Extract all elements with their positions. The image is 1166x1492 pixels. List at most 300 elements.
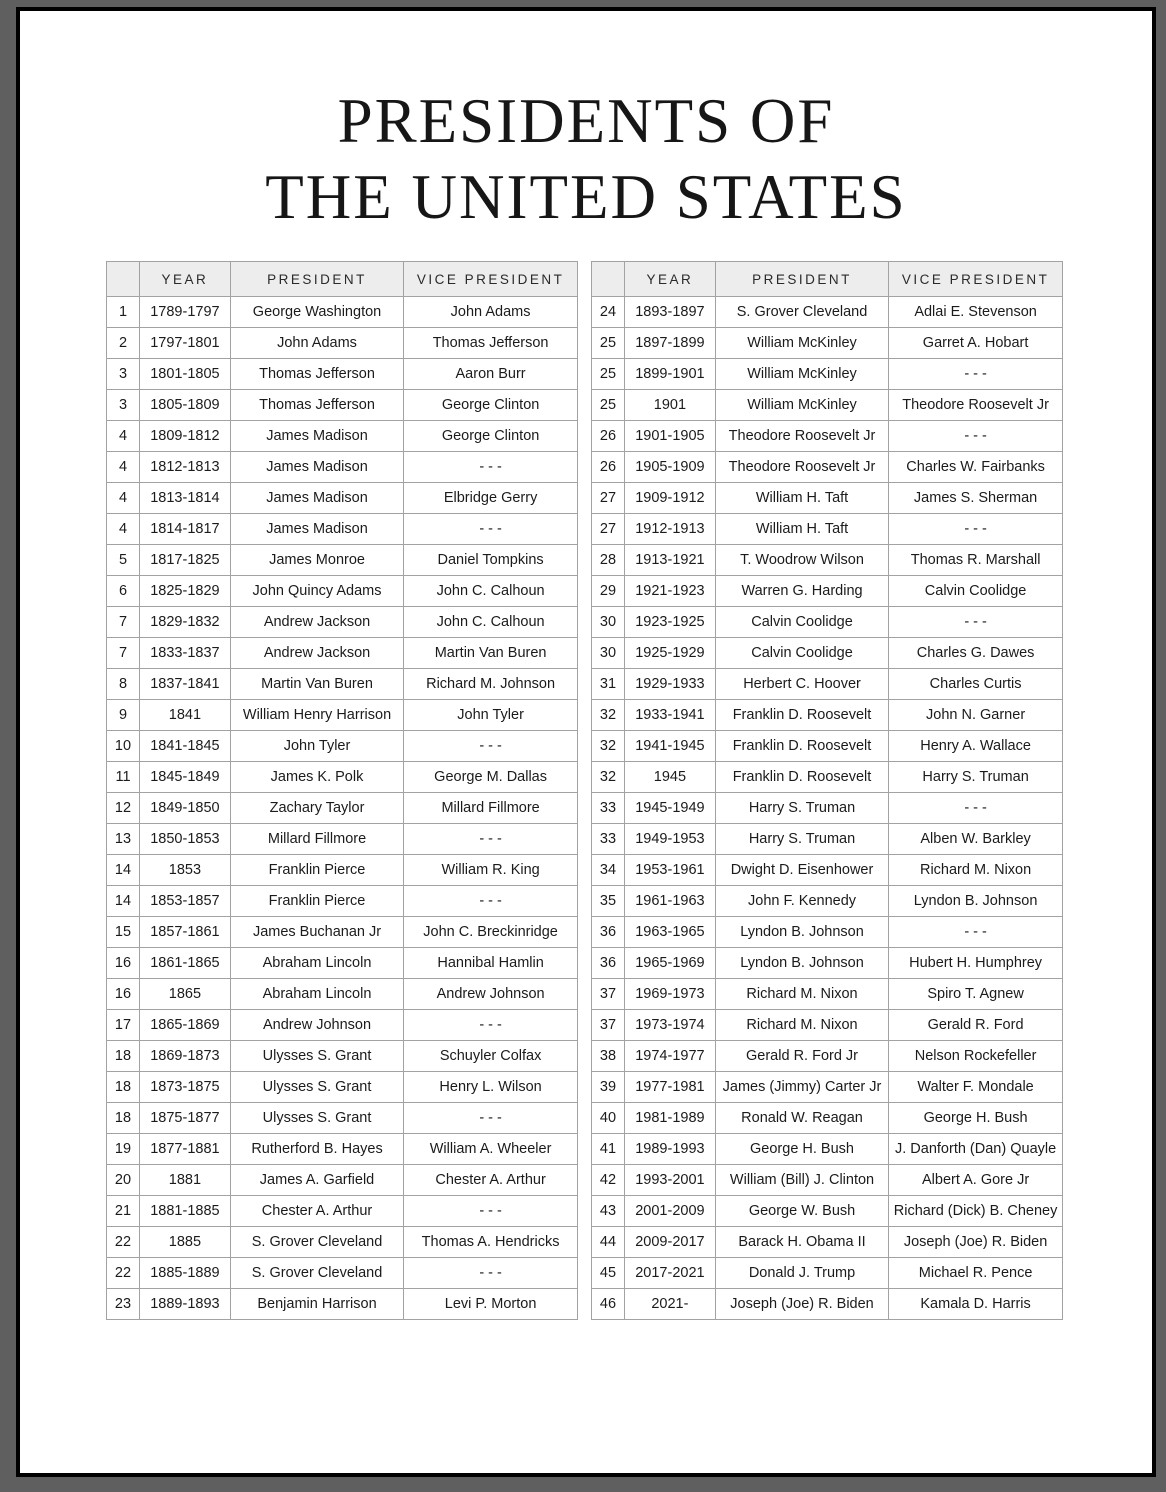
vice-president-cell: Hubert H. Humphrey xyxy=(889,948,1063,979)
president-cell: Franklin Pierce xyxy=(230,855,403,886)
year-cell: 1973-1974 xyxy=(624,1010,715,1041)
table-row xyxy=(107,979,578,1010)
row-number-cell: 40 xyxy=(592,1103,625,1134)
year-cell: 1805-1809 xyxy=(139,390,230,421)
vice-president-cell: Elbridge Gerry xyxy=(404,483,578,514)
table-row xyxy=(592,824,1063,855)
row-number-cell: 10 xyxy=(107,731,140,762)
vice-president-cell: Kamala D. Harris xyxy=(889,1289,1063,1320)
vice-president-cell: George H. Bush xyxy=(889,1103,1063,1134)
president-cell: James A. Garfield xyxy=(230,1165,403,1196)
row-number-cell: 8 xyxy=(107,669,140,700)
table-row xyxy=(107,793,578,824)
president-cell: Theodore Roosevelt Jr xyxy=(715,452,888,483)
president-cell: Abraham Lincoln xyxy=(230,948,403,979)
vice-president-cell: Charles G. Dawes xyxy=(889,638,1063,669)
vice-president-cell: John C. Calhoun xyxy=(404,576,578,607)
president-cell: Abraham Lincoln xyxy=(230,979,403,1010)
row-number-cell: 16 xyxy=(107,948,140,979)
president-cell: Richard M. Nixon xyxy=(715,1010,888,1041)
vice-president-cell: Spiro T. Agnew xyxy=(889,979,1063,1010)
table-row xyxy=(592,762,1063,793)
president-cell: William Henry Harrison xyxy=(230,700,403,731)
table-row xyxy=(592,1072,1063,1103)
vice-president-cell: Nelson Rockefeller xyxy=(889,1041,1063,1072)
table-row xyxy=(107,824,578,855)
row-number-cell: 26 xyxy=(592,452,625,483)
row-number-cell: 11 xyxy=(107,762,140,793)
vice-president-cell: - - - xyxy=(404,1010,578,1041)
table-row xyxy=(107,1289,578,1320)
table-row xyxy=(107,1041,578,1072)
year-cell: 1899-1901 xyxy=(624,359,715,390)
president-cell: Ronald W. Reagan xyxy=(715,1103,888,1134)
year-cell: 1989-1993 xyxy=(624,1134,715,1165)
vice-president-cell: Thomas Jefferson xyxy=(404,328,578,359)
year-cell: 1909-1912 xyxy=(624,483,715,514)
vice-president-cell: Joseph (Joe) R. Biden xyxy=(889,1227,1063,1258)
table-row xyxy=(592,328,1063,359)
row-number-cell: 39 xyxy=(592,1072,625,1103)
president-cell: William McKinley xyxy=(715,390,888,421)
year-cell: 1789-1797 xyxy=(139,297,230,328)
president-cell: George W. Bush xyxy=(715,1196,888,1227)
table-row xyxy=(592,421,1063,452)
vice-president-cell: Levi P. Morton xyxy=(404,1289,578,1320)
vice-president-cell: John Adams xyxy=(404,297,578,328)
table-row xyxy=(592,297,1063,328)
row-number-cell: 37 xyxy=(592,979,625,1010)
year-cell: 1833-1837 xyxy=(139,638,230,669)
vice-president-cell: Henry A. Wallace xyxy=(889,731,1063,762)
vice-president-cell: Calvin Coolidge xyxy=(889,576,1063,607)
column-header xyxy=(107,262,140,297)
president-cell: James Monroe xyxy=(230,545,403,576)
year-cell: 1841-1845 xyxy=(139,731,230,762)
presidents-table-right xyxy=(591,261,1063,1320)
year-cell: 2017-2021 xyxy=(624,1258,715,1289)
row-number-cell: 30 xyxy=(592,638,625,669)
table-row xyxy=(107,1072,578,1103)
column-header: VICE PRESIDENT xyxy=(889,262,1063,297)
row-number-cell: 3 xyxy=(107,390,140,421)
table-row xyxy=(592,638,1063,669)
vice-president-cell: Walter F. Mondale xyxy=(889,1072,1063,1103)
vice-president-cell: J. Danforth (Dan) Quayle xyxy=(889,1134,1063,1165)
year-cell: 1969-1973 xyxy=(624,979,715,1010)
table-row xyxy=(107,886,578,917)
table-row xyxy=(107,1196,578,1227)
table-row xyxy=(107,1134,578,1165)
row-number-cell: 14 xyxy=(107,855,140,886)
row-number-cell: 9 xyxy=(107,700,140,731)
vice-president-cell: - - - xyxy=(889,917,1063,948)
year-cell: 1913-1921 xyxy=(624,545,715,576)
table-row xyxy=(592,359,1063,390)
row-number-cell: 25 xyxy=(592,390,625,421)
column-header: YEAR xyxy=(624,262,715,297)
vice-president-cell: Daniel Tompkins xyxy=(404,545,578,576)
year-cell: 1901 xyxy=(624,390,715,421)
row-number-cell: 4 xyxy=(107,483,140,514)
year-cell: 1845-1849 xyxy=(139,762,230,793)
vice-president-cell: John N. Garner xyxy=(889,700,1063,731)
year-cell: 1923-1925 xyxy=(624,607,715,638)
row-number-cell: 27 xyxy=(592,483,625,514)
president-cell: William H. Taft xyxy=(715,514,888,545)
president-cell: Herbert C. Hoover xyxy=(715,669,888,700)
vice-president-cell: - - - xyxy=(889,359,1063,390)
vice-president-cell: Thomas A. Hendricks xyxy=(404,1227,578,1258)
row-number-cell: 41 xyxy=(592,1134,625,1165)
year-cell: 2021- xyxy=(624,1289,715,1320)
row-number-cell: 45 xyxy=(592,1258,625,1289)
year-cell: 1849-1850 xyxy=(139,793,230,824)
vice-president-cell: - - - xyxy=(889,607,1063,638)
president-cell: Joseph (Joe) R. Biden xyxy=(715,1289,888,1320)
president-cell: James Madison xyxy=(230,421,403,452)
row-number-cell: 34 xyxy=(592,855,625,886)
vice-president-cell: Richard (Dick) B. Cheney xyxy=(889,1196,1063,1227)
table-row xyxy=(107,948,578,979)
row-number-cell: 32 xyxy=(592,731,625,762)
year-cell: 1912-1913 xyxy=(624,514,715,545)
table-row xyxy=(592,731,1063,762)
vice-president-cell: Charles Curtis xyxy=(889,669,1063,700)
table-row xyxy=(592,576,1063,607)
table-row xyxy=(107,1010,578,1041)
table-row xyxy=(592,948,1063,979)
row-number-cell: 30 xyxy=(592,607,625,638)
vice-president-cell: - - - xyxy=(889,421,1063,452)
row-number-cell: 38 xyxy=(592,1041,625,1072)
row-number-cell: 42 xyxy=(592,1165,625,1196)
vice-president-cell: Albert A. Gore Jr xyxy=(889,1165,1063,1196)
president-cell: S. Grover Cleveland xyxy=(715,297,888,328)
year-cell: 1901-1905 xyxy=(624,421,715,452)
year-cell: 1993-2001 xyxy=(624,1165,715,1196)
year-cell: 1963-1965 xyxy=(624,917,715,948)
table-row xyxy=(107,700,578,731)
table-row xyxy=(592,390,1063,421)
row-number-cell: 5 xyxy=(107,545,140,576)
table-row xyxy=(592,1103,1063,1134)
president-cell: Andrew Johnson xyxy=(230,1010,403,1041)
row-number-cell: 31 xyxy=(592,669,625,700)
row-number-cell: 6 xyxy=(107,576,140,607)
table-row xyxy=(107,452,578,483)
president-cell: William (Bill) J. Clinton xyxy=(715,1165,888,1196)
row-number-cell: 16 xyxy=(107,979,140,1010)
year-cell: 1857-1861 xyxy=(139,917,230,948)
vice-president-cell: Thomas R. Marshall xyxy=(889,545,1063,576)
vice-president-cell: Andrew Johnson xyxy=(404,979,578,1010)
vice-president-cell: George Clinton xyxy=(404,421,578,452)
table-row xyxy=(107,607,578,638)
page-title-line-2: THE UNITED STATES xyxy=(265,162,907,232)
table-row xyxy=(592,452,1063,483)
year-cell: 1977-1981 xyxy=(624,1072,715,1103)
table-row xyxy=(107,762,578,793)
vice-president-cell: Gerald R. Ford xyxy=(889,1010,1063,1041)
year-cell: 1881-1885 xyxy=(139,1196,230,1227)
year-cell: 1841 xyxy=(139,700,230,731)
vice-president-cell: - - - xyxy=(404,514,578,545)
row-number-cell: 32 xyxy=(592,762,625,793)
table-row xyxy=(107,1165,578,1196)
president-cell: James Madison xyxy=(230,452,403,483)
vice-president-cell: Richard M. Nixon xyxy=(889,855,1063,886)
president-cell: Ulysses S. Grant xyxy=(230,1041,403,1072)
year-cell: 1961-1963 xyxy=(624,886,715,917)
president-cell: Chester A. Arthur xyxy=(230,1196,403,1227)
year-cell: 1817-1825 xyxy=(139,545,230,576)
row-number-cell: 1 xyxy=(107,297,140,328)
president-cell: Andrew Jackson xyxy=(230,638,403,669)
year-cell: 1853-1857 xyxy=(139,886,230,917)
president-cell: Donald J. Trump xyxy=(715,1258,888,1289)
year-cell: 1812-1813 xyxy=(139,452,230,483)
year-cell: 2009-2017 xyxy=(624,1227,715,1258)
table-row xyxy=(592,1227,1063,1258)
vice-president-cell: - - - xyxy=(404,886,578,917)
year-cell: 1949-1953 xyxy=(624,824,715,855)
vice-president-cell: James S. Sherman xyxy=(889,483,1063,514)
year-cell: 1945 xyxy=(624,762,715,793)
president-cell: James (Jimmy) Carter Jr xyxy=(715,1072,888,1103)
row-number-cell: 4 xyxy=(107,421,140,452)
column-header xyxy=(592,262,625,297)
vice-president-cell: Aaron Burr xyxy=(404,359,578,390)
year-cell: 1965-1969 xyxy=(624,948,715,979)
year-cell: 1814-1817 xyxy=(139,514,230,545)
president-cell: William McKinley xyxy=(715,359,888,390)
table-row xyxy=(107,421,578,452)
year-cell: 1929-1933 xyxy=(624,669,715,700)
table-row xyxy=(107,328,578,359)
vice-president-cell: William A. Wheeler xyxy=(404,1134,578,1165)
president-cell: Theodore Roosevelt Jr xyxy=(715,421,888,452)
president-cell: Zachary Taylor xyxy=(230,793,403,824)
president-cell: Barack H. Obama II xyxy=(715,1227,888,1258)
year-cell: 1885 xyxy=(139,1227,230,1258)
president-cell: S. Grover Cleveland xyxy=(230,1227,403,1258)
table-row xyxy=(592,1289,1063,1320)
table-row xyxy=(592,793,1063,824)
year-cell: 1933-1941 xyxy=(624,700,715,731)
column-header: YEAR xyxy=(139,262,230,297)
row-number-cell: 33 xyxy=(592,793,625,824)
year-cell: 1861-1865 xyxy=(139,948,230,979)
president-cell: George Washington xyxy=(230,297,403,328)
table-row xyxy=(107,731,578,762)
year-cell: 1889-1893 xyxy=(139,1289,230,1320)
row-number-cell: 43 xyxy=(592,1196,625,1227)
year-cell: 1829-1832 xyxy=(139,607,230,638)
year-cell: 1925-1929 xyxy=(624,638,715,669)
president-cell: T. Woodrow Wilson xyxy=(715,545,888,576)
president-cell: James Madison xyxy=(230,514,403,545)
row-number-cell: 4 xyxy=(107,514,140,545)
president-cell: Benjamin Harrison xyxy=(230,1289,403,1320)
year-cell: 1809-1812 xyxy=(139,421,230,452)
president-cell: S. Grover Cleveland xyxy=(230,1258,403,1289)
president-cell: John Quincy Adams xyxy=(230,576,403,607)
year-cell: 1905-1909 xyxy=(624,452,715,483)
vice-president-cell: Henry L. Wilson xyxy=(404,1072,578,1103)
vice-president-cell: John C. Calhoun xyxy=(404,607,578,638)
table-row xyxy=(592,855,1063,886)
president-cell: Warren G. Harding xyxy=(715,576,888,607)
row-number-cell: 15 xyxy=(107,917,140,948)
header-row xyxy=(592,262,1063,297)
year-cell: 1881 xyxy=(139,1165,230,1196)
row-number-cell: 36 xyxy=(592,948,625,979)
row-number-cell: 27 xyxy=(592,514,625,545)
vice-president-cell: Martin Van Buren xyxy=(404,638,578,669)
year-cell: 1897-1899 xyxy=(624,328,715,359)
president-cell: Calvin Coolidge xyxy=(715,607,888,638)
table-row xyxy=(107,1103,578,1134)
president-cell: John Adams xyxy=(230,328,403,359)
table-row xyxy=(107,359,578,390)
vice-president-cell: - - - xyxy=(404,452,578,483)
table-row xyxy=(107,855,578,886)
table-row xyxy=(592,669,1063,700)
table-row xyxy=(592,1165,1063,1196)
row-number-cell: 21 xyxy=(107,1196,140,1227)
vice-president-cell: - - - xyxy=(889,793,1063,824)
table-row xyxy=(107,576,578,607)
table-row xyxy=(107,297,578,328)
vice-president-cell: Harry S. Truman xyxy=(889,762,1063,793)
vice-president-cell: - - - xyxy=(404,824,578,855)
president-cell: Franklin Pierce xyxy=(230,886,403,917)
row-number-cell: 29 xyxy=(592,576,625,607)
president-cell: William McKinley xyxy=(715,328,888,359)
table-row xyxy=(107,514,578,545)
president-cell: William H. Taft xyxy=(715,483,888,514)
row-number-cell: 33 xyxy=(592,824,625,855)
table-row xyxy=(592,1196,1063,1227)
row-number-cell: 14 xyxy=(107,886,140,917)
table-row xyxy=(107,1258,578,1289)
table-row xyxy=(107,1227,578,1258)
table-row xyxy=(592,545,1063,576)
president-cell: Martin Van Buren xyxy=(230,669,403,700)
table-row xyxy=(592,514,1063,545)
vice-president-cell: - - - xyxy=(404,1196,578,1227)
table-row xyxy=(107,390,578,421)
table-row xyxy=(592,1010,1063,1041)
year-cell: 1865-1869 xyxy=(139,1010,230,1041)
presidents-table-left xyxy=(106,261,578,1320)
year-cell: 2001-2009 xyxy=(624,1196,715,1227)
vice-president-cell: George M. Dallas xyxy=(404,762,578,793)
year-cell: 1865 xyxy=(139,979,230,1010)
row-number-cell: 20 xyxy=(107,1165,140,1196)
table-row xyxy=(107,638,578,669)
president-cell: Richard M. Nixon xyxy=(715,979,888,1010)
row-number-cell: 46 xyxy=(592,1289,625,1320)
row-number-cell: 18 xyxy=(107,1103,140,1134)
president-cell: Thomas Jefferson xyxy=(230,359,403,390)
row-number-cell: 22 xyxy=(107,1258,140,1289)
vice-president-cell: John Tyler xyxy=(404,700,578,731)
president-cell: Dwight D. Eisenhower xyxy=(715,855,888,886)
president-cell: Ulysses S. Grant xyxy=(230,1103,403,1134)
president-cell: James K. Polk xyxy=(230,762,403,793)
row-number-cell: 18 xyxy=(107,1072,140,1103)
vice-president-cell: Chester A. Arthur xyxy=(404,1165,578,1196)
row-number-cell: 25 xyxy=(592,328,625,359)
header-row xyxy=(107,262,578,297)
president-cell: James Buchanan Jr xyxy=(230,917,403,948)
row-number-cell: 18 xyxy=(107,1041,140,1072)
president-cell: Lyndon B. Johnson xyxy=(715,948,888,979)
vice-president-cell: Garret A. Hobart xyxy=(889,328,1063,359)
table-row xyxy=(592,1041,1063,1072)
row-number-cell: 44 xyxy=(592,1227,625,1258)
president-cell: George H. Bush xyxy=(715,1134,888,1165)
year-cell: 1873-1875 xyxy=(139,1072,230,1103)
vice-president-cell: William R. King xyxy=(404,855,578,886)
row-number-cell: 24 xyxy=(592,297,625,328)
vice-president-cell: - - - xyxy=(404,731,578,762)
table-row xyxy=(107,669,578,700)
table-row xyxy=(592,886,1063,917)
row-number-cell: 37 xyxy=(592,1010,625,1041)
table-row xyxy=(592,917,1063,948)
document-page xyxy=(16,7,1156,1477)
table-row xyxy=(107,917,578,948)
year-cell: 1921-1923 xyxy=(624,576,715,607)
row-number-cell: 2 xyxy=(107,328,140,359)
vice-president-cell: Schuyler Colfax xyxy=(404,1041,578,1072)
year-cell: 1893-1897 xyxy=(624,297,715,328)
vice-president-cell: - - - xyxy=(404,1258,578,1289)
year-cell: 1853 xyxy=(139,855,230,886)
year-cell: 1877-1881 xyxy=(139,1134,230,1165)
row-number-cell: 19 xyxy=(107,1134,140,1165)
president-cell: Lyndon B. Johnson xyxy=(715,917,888,948)
table-row xyxy=(107,545,578,576)
president-cell: Andrew Jackson xyxy=(230,607,403,638)
president-cell: Thomas Jefferson xyxy=(230,390,403,421)
row-number-cell: 32 xyxy=(592,700,625,731)
year-cell: 1941-1945 xyxy=(624,731,715,762)
vice-president-cell: Hannibal Hamlin xyxy=(404,948,578,979)
vice-president-cell: Alben W. Barkley xyxy=(889,824,1063,855)
president-cell: Franklin D. Roosevelt xyxy=(715,700,888,731)
row-number-cell: 28 xyxy=(592,545,625,576)
page-title-line-1: PRESIDENTS OF xyxy=(337,86,835,156)
year-cell: 1850-1853 xyxy=(139,824,230,855)
president-cell: John F. Kennedy xyxy=(715,886,888,917)
table-row xyxy=(592,1134,1063,1165)
tables-container xyxy=(20,261,1152,1320)
year-cell: 1885-1889 xyxy=(139,1258,230,1289)
president-cell: Gerald R. Ford Jr xyxy=(715,1041,888,1072)
table-row xyxy=(592,483,1063,514)
vice-president-cell: Richard M. Johnson xyxy=(404,669,578,700)
row-number-cell: 13 xyxy=(107,824,140,855)
president-cell: Franklin D. Roosevelt xyxy=(715,762,888,793)
row-number-cell: 7 xyxy=(107,638,140,669)
table-row xyxy=(592,700,1063,731)
column-header: VICE PRESIDENT xyxy=(404,262,578,297)
president-cell: James Madison xyxy=(230,483,403,514)
